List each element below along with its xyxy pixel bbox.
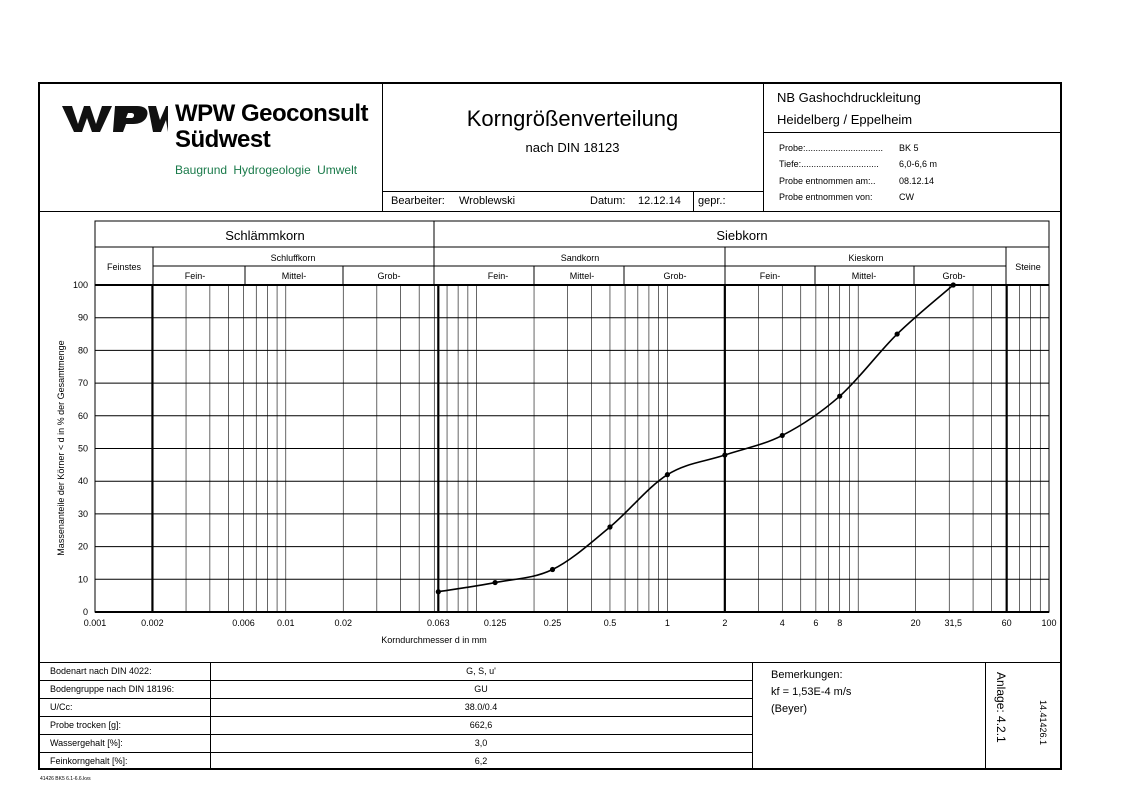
data-point <box>895 331 900 336</box>
x-tick-label: 31,5 <box>944 618 963 628</box>
y-tick-label: 40 <box>77 476 88 487</box>
entnommen-am-label: Probe entnommen am:.. <box>779 176 876 186</box>
data-point <box>492 580 497 585</box>
feinstes-label: Feinstes <box>106 262 142 272</box>
table-row-label: Feinkorngehalt [%]: <box>50 756 128 766</box>
kies-grob-label: Grob- <box>942 271 966 281</box>
company-name-line2: Südwest <box>175 126 271 153</box>
tiefe-label: Tiefe:............................... <box>779 159 879 169</box>
project-line1: NB Gashochdruckleitung <box>777 90 921 105</box>
sand-mittel-label: Mittel- <box>569 271 595 281</box>
data-point <box>665 472 670 477</box>
x-tick-label: 8 <box>837 618 843 628</box>
y-tick-label: 100 <box>72 280 88 290</box>
entnommen-am-value: 08.12.14 <box>899 176 935 186</box>
x-tick-label: 0.5 <box>603 618 617 628</box>
schluff-grob-label: Grob- <box>377 271 401 281</box>
y-axis-label: Massenanteile der Körner < d in % der Gesamtmenge <box>56 340 66 556</box>
table-row-value: 6,2 <box>474 756 488 766</box>
data-point <box>436 589 441 594</box>
y-tick-label: 90 <box>77 312 88 323</box>
table-col-divider-2 <box>752 662 753 770</box>
x-tick-label: 1 <box>664 618 670 628</box>
x-tick-label: 0.063 <box>427 618 450 628</box>
x-tick-label: 4 <box>779 618 785 628</box>
schluff-fein-label: Fein- <box>184 271 206 281</box>
project-number: 14.41426.1 <box>1038 700 1048 746</box>
table-row-value: GU <box>474 684 488 694</box>
y-tick-label: 0 <box>82 607 88 617</box>
table-row-label: Bodenart nach DIN 4022: <box>50 666 152 676</box>
probe-label: Probe:............................... <box>779 143 884 153</box>
sand-grob-label: Grob- <box>663 271 687 281</box>
table-row-label: Probe trocken [g]: <box>50 720 122 730</box>
tiefe-value: 6,0-6,6 m <box>899 159 938 169</box>
x-tick-label: 2 <box>722 618 728 628</box>
company-tagline: Baugrund Hydrogeologie Umwelt <box>175 163 358 177</box>
schluff-mittel-label: Mittel- <box>281 271 307 281</box>
schluffkorn-label: Schluffkorn <box>270 253 316 263</box>
x-tick-label: 0.01 <box>277 618 295 628</box>
remarks-line2: (Beyer) <box>771 703 808 715</box>
data-point <box>951 282 956 287</box>
page-subtitle: nach DIN 18123 <box>525 140 620 155</box>
page-title: Korngrößenverteilung <box>466 106 679 131</box>
x-tick-label: 60 <box>1001 618 1012 628</box>
x-tick-label: 0.002 <box>141 618 164 628</box>
x-tick-label: 100 <box>1041 618 1057 628</box>
data-point <box>550 567 555 572</box>
bearbeiter-value: Wroblewski <box>459 195 516 207</box>
table-row-line <box>38 680 752 681</box>
anlage-label: Anlage: 4.2.1 <box>994 672 1008 743</box>
remarks-title: Bemerkungen: <box>771 669 843 681</box>
table-row-value: 38.0/0.4 <box>464 702 498 712</box>
table-top-line <box>38 662 1062 663</box>
datum-label: Datum: <box>590 195 626 207</box>
sandkorn-label: Sandkorn <box>560 253 600 263</box>
table-col-divider-3 <box>985 662 986 770</box>
x-tick-labels <box>84 618 1057 628</box>
table-row-label: Wassergehalt [%]: <box>50 738 123 748</box>
remarks-line1: kf = 1,53E-4 m/s <box>771 686 852 698</box>
company-name-line1: WPW Geoconsult <box>175 100 368 127</box>
data-point <box>780 433 785 438</box>
x-axis-label: Korndurchmesser d in mm <box>381 635 487 645</box>
x-tick-label: 0.25 <box>543 618 562 628</box>
kies-fein-label: Fein- <box>759 271 781 281</box>
series-line <box>438 285 953 592</box>
table-row-value: 662,6 <box>469 720 493 730</box>
data-point <box>607 524 612 529</box>
y-tick-label: 60 <box>77 410 88 421</box>
chart-grid <box>95 285 1049 612</box>
table-row-value: G, S, u' <box>466 666 496 676</box>
x-tick-label: 6 <box>813 618 819 628</box>
entnommen-von-label: Probe entnommen von: <box>779 192 873 202</box>
y-tick-label: 50 <box>77 443 88 454</box>
x-tick-label: 0.02 <box>334 618 353 628</box>
kies-mittel-label: Mittel- <box>851 271 877 281</box>
gepr-label: gepr.: <box>698 195 726 207</box>
project-line2: Heidelberg / Eppelheim <box>777 112 913 127</box>
y-tick-label: 10 <box>77 574 88 585</box>
table-row-line <box>38 716 752 717</box>
table-row-label: U/Cc: <box>50 702 73 712</box>
y-tick-label: 70 <box>77 378 88 389</box>
table-row-line <box>38 752 752 753</box>
x-tick-label: 0.001 <box>83 618 107 628</box>
datum-value: 12.12.14 <box>638 195 681 207</box>
siebkorn-label: Siebkorn <box>716 228 768 243</box>
schlaemmkorn-label: Schlämmkorn <box>225 228 305 243</box>
y-tick-labels <box>73 280 88 617</box>
table-row-label: Bodengruppe nach DIN 18196: <box>50 684 175 694</box>
table-row-line <box>38 734 752 735</box>
footer-code: 41426 BK5 6.1-6.6.kvs <box>40 776 91 782</box>
sand-fein-label: Fein- <box>487 271 509 281</box>
y-tick-label: 30 <box>77 508 88 519</box>
x-tick-label: 0.006 <box>232 618 255 628</box>
x-tick-label: 20 <box>910 618 921 628</box>
y-tick-label: 20 <box>77 541 88 552</box>
series-curve <box>436 282 956 594</box>
table-row-line <box>38 698 752 699</box>
table-row-value: 3,0 <box>474 738 488 748</box>
bearbeiter-label: Bearbeiter: <box>391 195 445 207</box>
x-tick-label: 0.125 <box>483 618 507 628</box>
probe-value: BK 5 <box>899 143 919 153</box>
y-tick-label: 80 <box>77 345 88 356</box>
steine-label: Steine <box>1015 262 1041 272</box>
kieskorn-label: Kieskorn <box>848 253 884 263</box>
entnommen-von-value: CW <box>899 192 914 202</box>
data-point <box>837 394 842 399</box>
data-point <box>722 452 727 457</box>
